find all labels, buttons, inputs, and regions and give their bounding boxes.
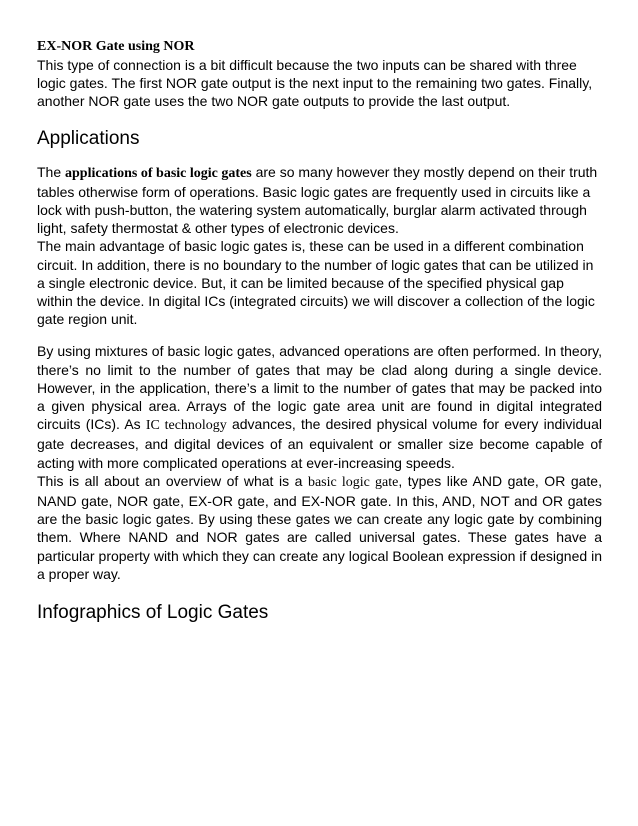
p3-prefix: By using mixtures of basic logic gates, advanced operations are often performed. In theory, there’s no limit to the number of gates that may be clad along during a single device. However, in the application, there’s a limit to the number of gates that may be packed into a given physical area. Arrays of the logic gate area unit are found in digital integrated circuits (ICs). As xyxy=(37,343,602,433)
ex-nor-subheading: EX-NOR Gate using NOR xyxy=(37,39,195,54)
spacer xyxy=(37,111,602,127)
basic-logic-gate-link[interactable]: basic logic gate xyxy=(307,474,399,490)
applications-paragraph-3 xyxy=(37,342,602,471)
applications-heading: Applications xyxy=(37,127,140,149)
p4-suffix: , types like AND gate, OR gate, NAND gate, NOR gate, EX-OR gate, and EX-NOR gate. In this, AND, NOT and OR gates are the basic logic gates. By using these gates we can create any logic gate by combining them. Where NAND and NOR gates are called universal gates. These gates have a particular property with which they can create any logical Boolean expression if designed in a proper way. xyxy=(37,472,602,582)
applications-paragraph-2: The main advantage of basic logic gates is, these can be used in a different combination circuit. In addition, there is no boundary to the number of logic gates that can be utilized in a single electronic device. But, it can be limited because of the specified physical gap within the device. In digital ICs (integrated circuits) we will discover a collection of the logic gate region unit. xyxy=(37,238,595,328)
p1-suffix: are so many however they mostly depend on their truth tables otherwise form of operations. Basic logic gates are frequently used in circuits like a lock with push-button, the watering system automatically, burglar alarm activated through light, safety thermostat & other types of electronic devices. xyxy=(37,163,598,237)
p4-prefix: This is all about an overview of what is a xyxy=(37,472,308,489)
infographics-heading: Infographics of Logic Gates xyxy=(37,602,269,624)
p1-prefix: The xyxy=(37,163,66,180)
spacer xyxy=(37,328,602,342)
ic-technology-link[interactable]: IC technology xyxy=(145,418,227,434)
applications-link-bold[interactable]: applications of basic logic gates xyxy=(65,165,252,181)
spacer xyxy=(37,583,602,601)
spacer xyxy=(37,151,602,163)
document-page xyxy=(37,38,602,625)
applications-paragraph-4 xyxy=(37,472,602,583)
ex-nor-paragraph: This type of connection is a bit difficult because the two inputs can be shared with three logic gates. The first NOR gate output is the next input to the remaining two gates. Finally, another NOR gate uses the two NOR gate outputs to provide the last output. xyxy=(37,57,593,110)
applications-paragraph-1 xyxy=(37,163,602,238)
p3-suffix: advances, the desired physical volume for every individual gate decreases, and digital devices of an equivalent or smaller size become capable of acting with more complicated operations at ever-increasing speeds. xyxy=(37,416,602,471)
